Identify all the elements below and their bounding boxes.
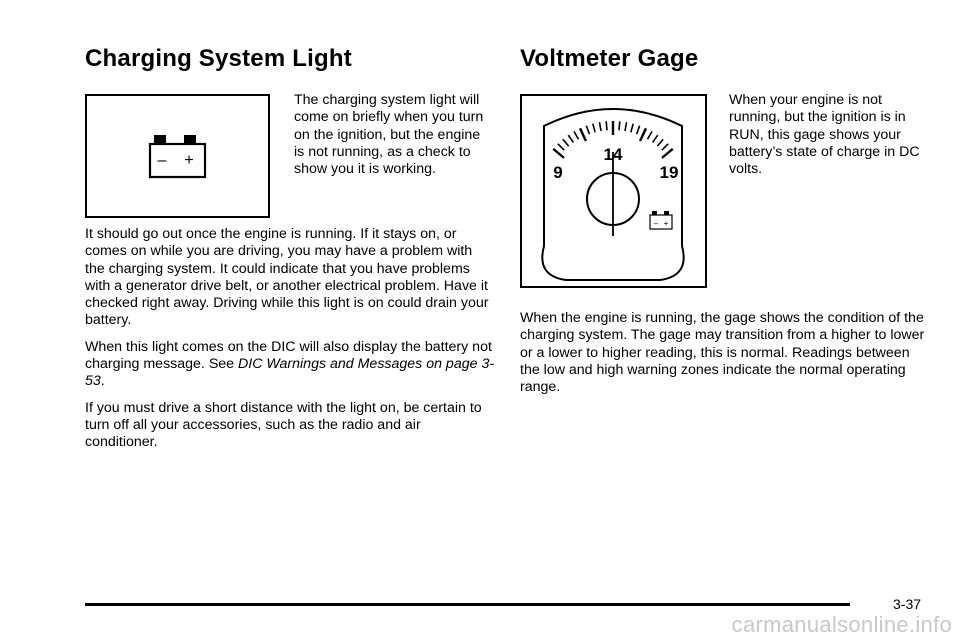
voltmeter-description: When your engine is not running, but the ignition is in RUN, this gage shows your battery’s state of charge in DC volts. (729, 92, 920, 178)
voltmeter-gage-section (520, 40, 930, 405)
gage-battery-minus: – (653, 219, 659, 228)
cross-reference-link[interactable]: DIC Warnings and Messages on page 3-53 (85, 356, 495, 390)
paragraph: It should go out once the engine is running. If it stays on, or comes on while you are driving, you may have a problem with the charging system. It could indicate that you have problems with a generator drive belt, or another electrical problem. Have it checked right away. Driving while this light is on could drain your battery. (85, 226, 489, 329)
paragraph-text: When this light comes on the DIC will also display the battery not charging message. See (85, 338, 492, 373)
figure-row (520, 94, 930, 288)
gage-low-label: 9 (553, 163, 563, 182)
gage-mid-label: 14 (603, 145, 623, 164)
section-heading: Voltmeter Gage (520, 45, 699, 72)
battery-minus-label: – (157, 152, 167, 169)
voltmeter-gage-icon (522, 96, 705, 286)
footer-rule (85, 603, 850, 606)
section-heading: Charging System Light (85, 45, 352, 72)
paragraph: When the engine is running, the gage shows the condition of the charging system. The gage may transition from a higher to lower or a lower to higher reading, this is normal. Readings between the low and high warning zones indicate the normal operating range. (520, 310, 925, 396)
paragraph: If you must drive a short distance with the light on, be certain to turn off all your accessories, such as the radio and air conditioner. (85, 399, 482, 451)
gage-battery-plus: + (663, 219, 669, 228)
battery-plus-label: + (184, 152, 194, 169)
figure-row (85, 94, 495, 280)
watermark: carmanualsonline.info (731, 612, 952, 637)
charging-system-section (85, 40, 495, 461)
voltmeter-gage-figure (520, 94, 707, 288)
gage-tick (606, 121, 607, 130)
battery-light-figure (85, 94, 270, 218)
paragraph-text-end: . (100, 373, 105, 390)
charging-light-description: The charging system light will come on briefly when you turn on the ignition, but the engine is not running, as a check to show you it is working. (294, 92, 484, 178)
battery-icon (87, 96, 268, 216)
gage-high-label: 19 (659, 163, 679, 182)
page-number: 3-37 (893, 596, 922, 612)
paragraph-dic (85, 339, 495, 391)
gage-tick (619, 121, 620, 130)
